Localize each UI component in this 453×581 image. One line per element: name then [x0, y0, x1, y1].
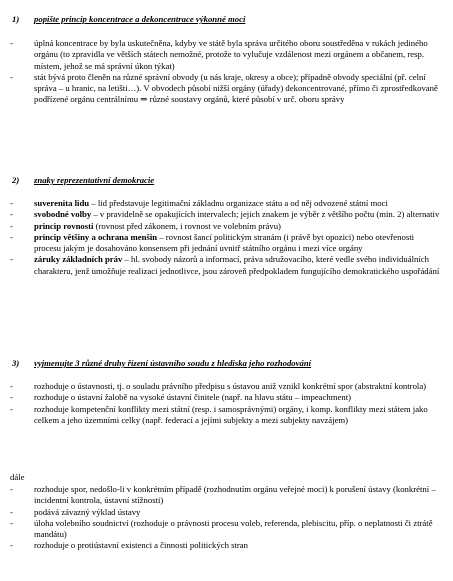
list-item: - rozhoduje o protiústavní existenci a činnosti politických stran	[10, 540, 249, 551]
term: princip většiny a ochrana menšin	[34, 231, 158, 242]
section-3-title: vyjmenujte 3 různé druhy řízení ústavního soudu z hlediska jeho rozhodování	[34, 358, 312, 368]
list-item: - rozhoduje o ústavní žalobě na vysoké ústavní činitele (např. na hlavu státu – impeachment)	[10, 392, 351, 403]
list-item: - princip rovnosti (rovnost před zákonem, i rovnost ve volebním právu)	[10, 220, 281, 231]
term: princip rovnosti	[34, 220, 94, 231]
list-item: - rozhoduje kompetenční konflikty mezi státní (resp. i samosprávnými) orgány, i komp. konflikty mezi státem jako celkem a jeho územními celky (např. federací a jejími subjekty a mezi subjekty navzájem)	[10, 403, 428, 425]
list-item: - stát bývá proto členěn na různé správní obvody (u nás kraje, okresy a obce); případně obvody speciální (př. celní správa – u hranic, na letišti…). V obvodech působí nižší orgány (úřady) dekoncentrované, přímo či zprostředkovaně podřízené orgánu centrálnímu ⇒ různé soustavy orgánů, které působí v urč. oboru správy	[10, 71, 438, 105]
term: svobodné volby	[34, 209, 92, 220]
section-3-heading	[12, 358, 311, 369]
section-1-list	[10, 38, 442, 106]
section-2-number: 2)	[12, 175, 20, 185]
term: suverenita lidu	[34, 198, 90, 208]
list-item: - úloha volebního soudnictví (rozhoduje o právnosti procesu voleb, referenda, plebiscitu, příp. o neplatnosti či ztrátě mandátu)	[10, 517, 433, 540]
list-item: - suverenita lidu – lid představuje legitimační základnu organizace státu a od něj odvozené státní moci	[10, 198, 388, 208]
list-item: - podává závazný výklad ústavy	[10, 506, 141, 517]
section-2-title: znaky reprezentativní demokracie	[34, 175, 155, 185]
section-3-list-b	[10, 484, 442, 552]
list-item: - rozhoduje spor, nedošlo-li v konkrétním případě (rozhodnutím orgánu veřejné moci) k porušení ústavy (konkrétní – incidentní kontrola, ústavní stížnosti)	[10, 484, 436, 506]
section-2-heading	[12, 175, 154, 186]
list-item: - rozhoduje o ústavnosti, tj. o souladu právního předpisu s ústavou aniž vznikl konkrétní spor (abstraktní kontrola)	[10, 381, 427, 391]
section-1-title: popište princip koncentrace a dekoncentrace výkonné moci	[34, 14, 246, 24]
section-2-list	[10, 198, 442, 277]
section-3-number: 3)	[12, 358, 20, 368]
section-1-number: 1)	[12, 14, 20, 24]
dale-label: dále	[10, 472, 25, 482]
list-item: - svobodné volby – v pravidelně se opakujících intervalech; jejich znakem je výběr z většího počtu (min. 2) alternativ	[10, 209, 440, 220]
list-item: - záruky základních práv – hl. svobody názorů a informací, práva sdružovacího, které vedle svého individuálních charakteru, jenž umožňuje realizaci jednotlivce, jsou zároveň předpokladem fungujícího demokratického uspořádání	[10, 254, 440, 276]
list-item: - princip většiny a ochrana menšin – rovnost šancí politickým stranám (i právě byt opozici) nebo otevřenosti procesu jakým je dosahováno konsensem při jednání uvnitř státního orgánu i mezi více orgány	[10, 231, 415, 254]
list-item: - úplná koncentrace by byla uskutečněna, kdyby ve státě byla správa určitého oboru soustředěna v rukách jediného orgánu (to zpravidla ve větších státech nemožné, protože to vylučuje vzdálenost mezi orgánem a občanem, resp. místem, jehož se má správní úkon týkat)	[10, 38, 428, 71]
section-1-heading	[12, 14, 245, 25]
section-3-list-a	[10, 381, 442, 426]
term: záruky základních práv	[34, 254, 123, 265]
